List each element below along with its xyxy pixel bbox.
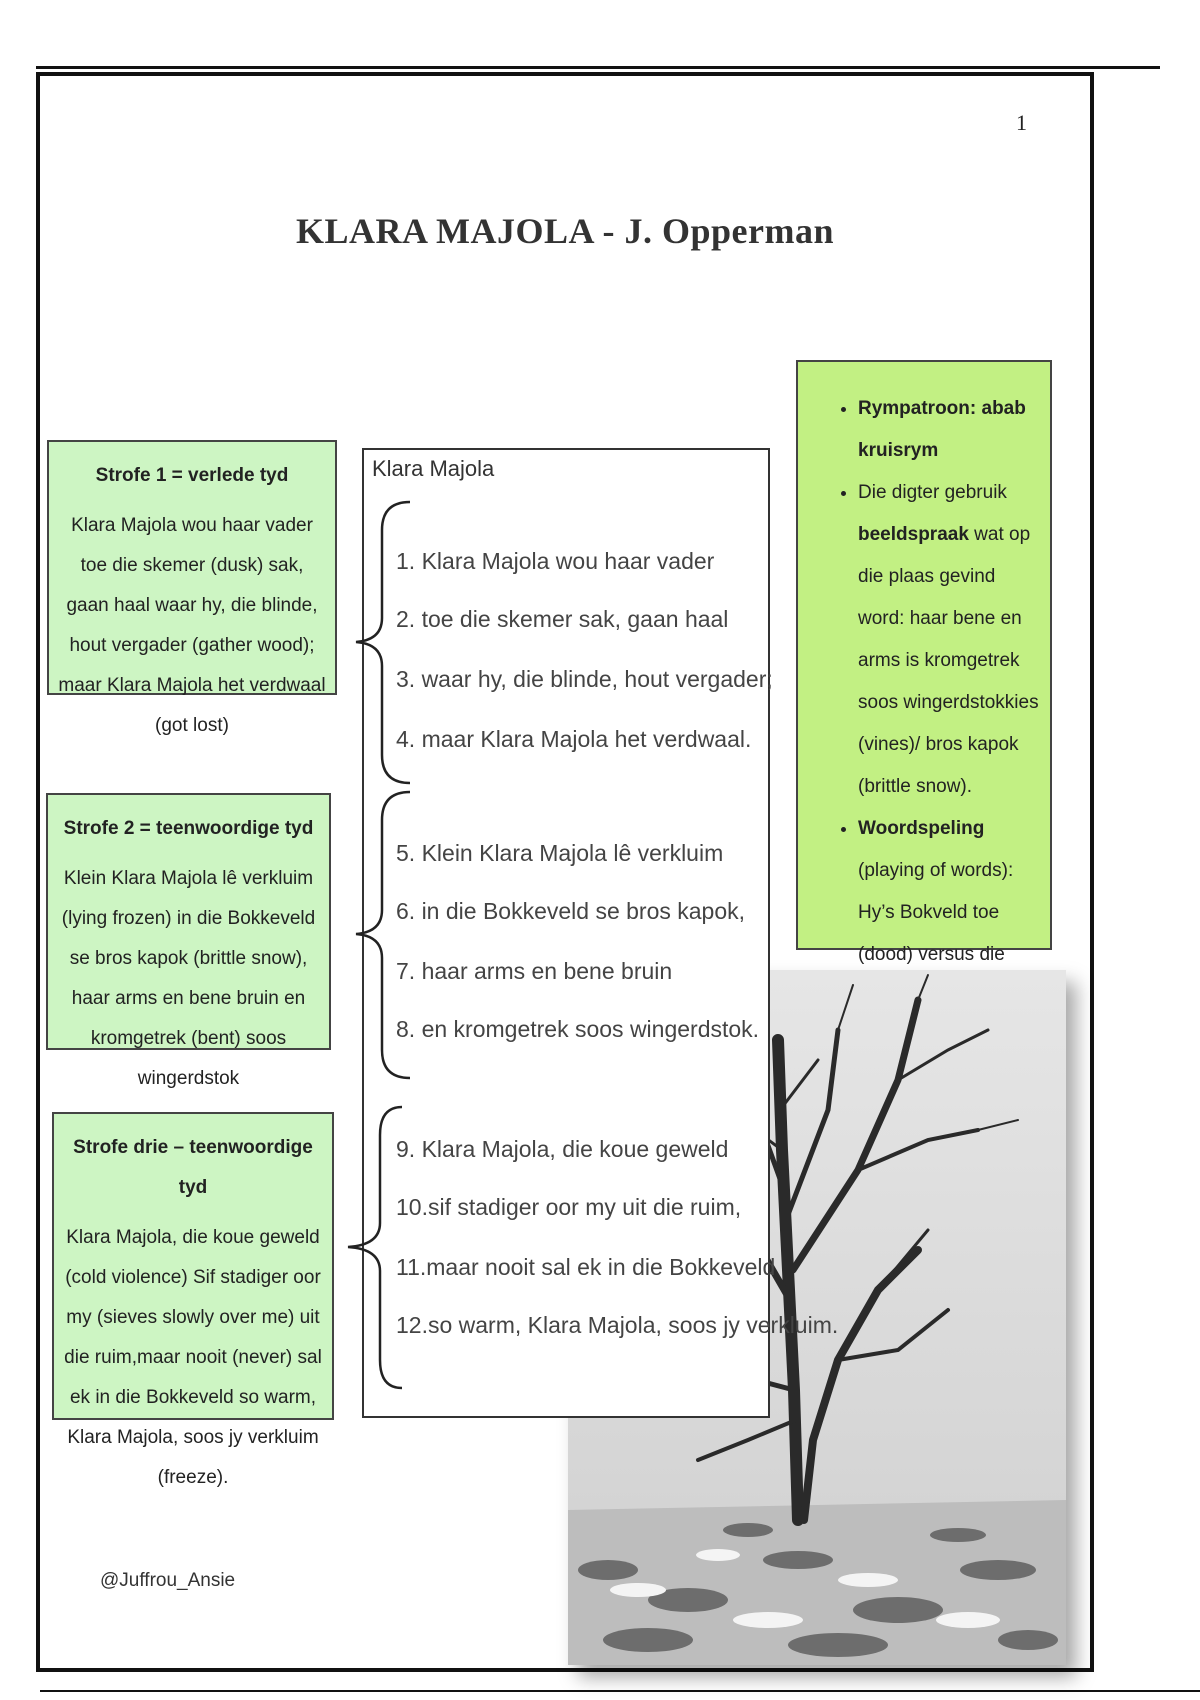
- brace-stanza-3: [344, 1105, 404, 1390]
- strofe-3-body: Klara Majola, die koue geweld (cold violence) Sif stadiger oor my (sieves slowly over me) uit die ruim,maar nooit (never) sal ek in die Bokkeveld so warm, Klara Majola, soos jy verkluim (freeze).: [64, 1227, 322, 1488]
- poem-line: 5. Klein Klara Majola lê verkluim: [396, 840, 724, 866]
- poem-line: 8. en kromgetrek soos wingerdstok.: [396, 1016, 760, 1042]
- strofe-3-heading: Strofe drie – teenwoordige tyd: [73, 1137, 313, 1198]
- poem-box: [362, 448, 839, 1418]
- strofe-1-box: [47, 440, 337, 736]
- poem-line: 6. in die Bokkeveld se bros kapok,: [396, 898, 746, 924]
- brace-stanza-1: [352, 500, 412, 785]
- note-rympatroon-label: Rympatroon: abab kruisrym: [858, 398, 1026, 461]
- top-rule: [36, 66, 1160, 69]
- brace-stanza-2: [352, 790, 412, 1080]
- note-beeldspraak: [858, 472, 1040, 808]
- strofe-2-body: Klein Klara Majola lê verkluim (lying frozen) in die Bokkeveld se bros kapok (brittle snow), haar arms en bene bruin en kromgetrek (bent) soos wingerdstok: [61, 868, 316, 1089]
- notes-box: [796, 360, 1052, 965]
- strofe-2-box: [46, 793, 331, 1089]
- poem-line: 10.sif stadiger oor my uit die ruim,: [396, 1194, 742, 1220]
- page-number: 1: [1016, 110, 1027, 135]
- strofe-2-heading: Strofe 2 = teenwoordige tyd: [63, 818, 314, 839]
- poem-line: 12.so warm, Klara Majola, soos jy verkluim.: [396, 1312, 839, 1338]
- note-beeldspraak-text: wat op die plaas gevind word: haar bene en arms is kromgetrek soos wingerdstokkies (vines)/ bros kapok (brittle snow).: [858, 524, 1039, 797]
- poem-line: 1. Klara Majola wou haar vader: [396, 548, 715, 574]
- poem-line: 7. haar arms en bene bruin: [396, 958, 673, 984]
- strofe-1-body: Klara Majola wou haar vader toe die skemer (dusk) sak, gaan haal waar hy, die blinde, hout vergader (gather wood); maar Klara Majola het verdwaal (got lost): [58, 515, 326, 736]
- note-rympatroon: [858, 388, 1040, 472]
- note-woordspeling-text: (playing of words): Hy’s Bokveld toe (dood) versus die: [858, 860, 1014, 965]
- poem-line: 4. maar Klara Majola het verdwaal.: [396, 726, 752, 752]
- strofe-1-heading: Strofe 1 = verlede tyd: [95, 465, 289, 486]
- poem-line: 9. Klara Majola, die koue geweld: [396, 1136, 729, 1162]
- poem-line: 11.maar nooit sal ek in die Bokkeveld: [396, 1254, 776, 1280]
- note-woordspeling-label: Woordspeling: [858, 818, 985, 839]
- strofe-3-box: [52, 1112, 334, 1488]
- poem-line: 3. waar hy, die blinde, hout vergader;: [396, 666, 773, 692]
- poem-line: 2. toe die skemer sak, gaan haal: [396, 606, 729, 632]
- bottom-rule: [40, 1690, 1200, 1692]
- author-credit: @Juffrou_Ansie: [100, 1570, 236, 1591]
- notes-list: [832, 388, 1040, 1018]
- note-beeldspraak-pre: Die digter gebruik: [858, 482, 1007, 503]
- poem-title: Klara Majola: [372, 456, 495, 481]
- page-title: KLARA MAJOLA - J. Opperman: [295, 211, 835, 251]
- note-beeldspraak-label: beeldspraak: [858, 524, 969, 545]
